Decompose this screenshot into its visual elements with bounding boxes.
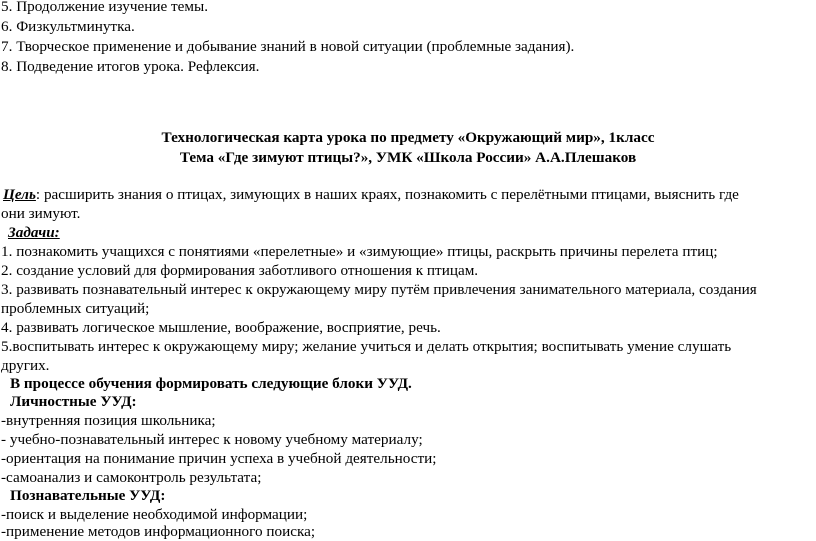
list-item: -самоанализ и самоконтроль результата; bbox=[1, 469, 262, 486]
personal-uud-heading: Личностные УУД: bbox=[10, 393, 137, 410]
list-item: -внутренняя позиция школьника; bbox=[1, 412, 216, 429]
task-item: 4. развивать логическое мышление, воображение, восприятие, речь. bbox=[1, 319, 441, 336]
goal-line bbox=[3, 185, 739, 204]
task-item: других. bbox=[1, 357, 50, 374]
lesson-step: 8. Подведение итогов урока. Рефлексия. bbox=[1, 58, 260, 75]
lesson-step: 7. Творческое применение и добывание знаний в новой ситуации (проблемные задания). bbox=[1, 38, 575, 55]
list-item: -применение методов информационного поиска; bbox=[1, 523, 316, 540]
list-item: -поиск и выделение необходимой информации; bbox=[1, 506, 308, 523]
task-item: 2. создание условий для формирования заботливого отношения к птицам. bbox=[1, 262, 479, 279]
list-item: - учебно-познавательный интерес к новому учебному материалу; bbox=[1, 431, 423, 448]
goal-text: : расширить знания о птицах, зимующих в наших краях, познакомить с перелётными птицами, выяснить где bbox=[35, 186, 739, 203]
cognitive-uud-heading: Познавательные УУД: bbox=[10, 487, 166, 504]
task-item: 5.воспитывать интерес к окружающему миру; желание учиться и делать открытия; воспитывать умение слушать bbox=[1, 338, 732, 355]
lesson-topic: Тема «Где зимуют птицы?», УМК «Школа России» А.А.Плешаков bbox=[179, 149, 637, 166]
goal-label: Цель bbox=[3, 186, 36, 203]
task-item: проблемных ситуаций; bbox=[1, 300, 150, 317]
uud-heading: В процессе обучения формировать следующие блоки УУД. bbox=[10, 375, 412, 392]
lesson-step: 5. Продолжение изучение темы. bbox=[1, 0, 208, 15]
tasks-heading: Задачи: bbox=[8, 224, 60, 241]
lesson-step: 6. Физкультминутка. bbox=[1, 18, 135, 35]
task-item: 3. развивать познавательный интерес к окружающему миру путём привлечения занимательного материала, создания bbox=[1, 281, 757, 298]
goal-text-continued: они зимуют. bbox=[1, 205, 81, 222]
document-title: Технологическая карта урока по предмету «Окружающий мир», 1класс bbox=[161, 129, 655, 146]
list-item: -ориентация на понимание причин успеха в учебной деятельности; bbox=[1, 450, 437, 467]
task-item: 1. познакомить учащихся с понятиями «перелетные» и «зимующие» птицы, раскрыть причины перелета птиц; bbox=[1, 243, 718, 260]
